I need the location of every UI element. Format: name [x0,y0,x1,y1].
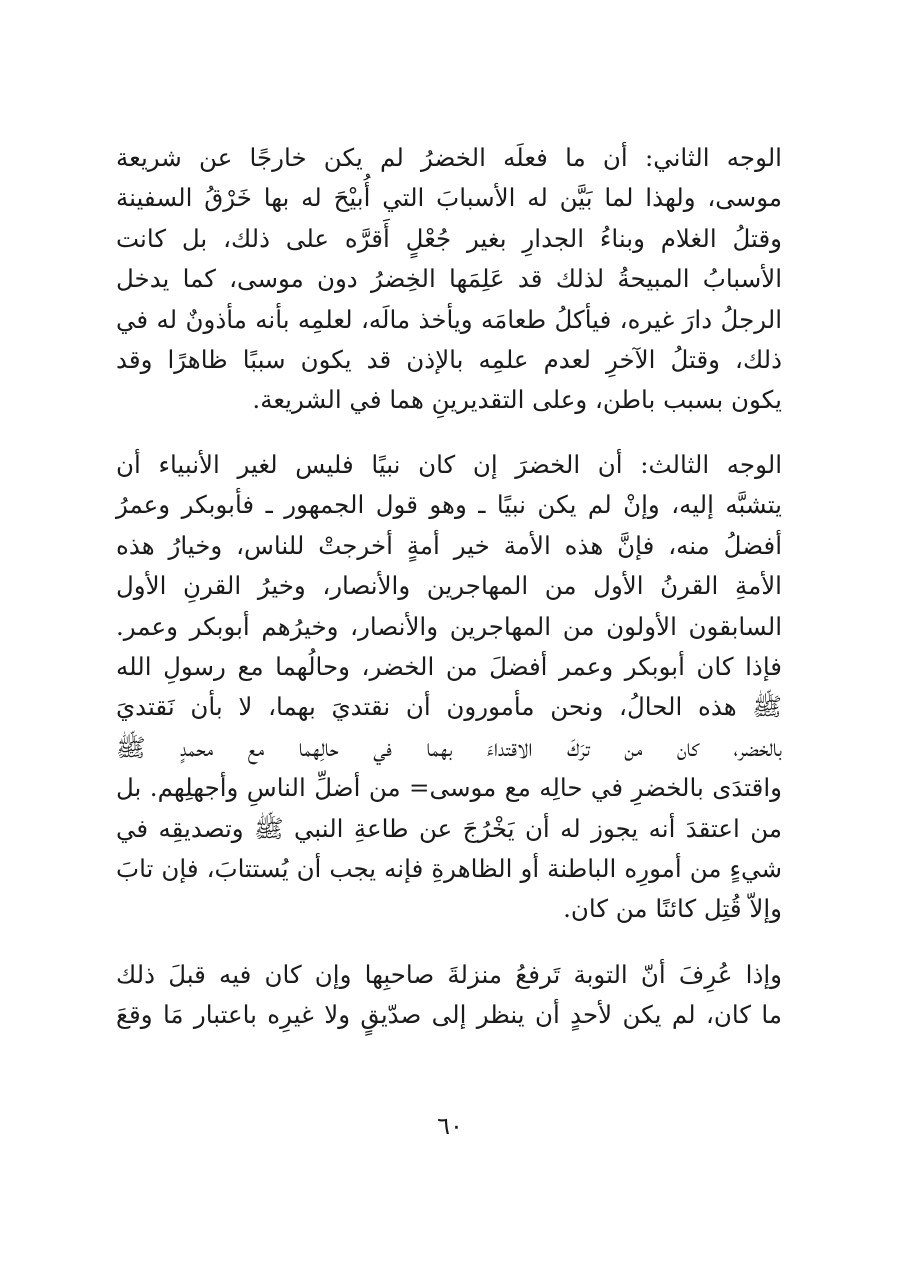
text-line: يكون بسبب باطن، وعلى التقديرينِ هما في الشريعة. [252,385,782,415]
page-number: ٦٠ [437,1112,463,1140]
text-line: الأمةِ القرنُ الأول من المهاجرين والأنصار، وخيرُ القرنِ الأول [116,571,782,601]
text-line: وإذا عُرِفَ أنّ التوبة تَرفعُ منزلةَ صاحبِها وإن كان فيه قبلَ ذلك [116,960,782,989]
text-line: الوجه الثالث: أن الخضرَ إن كان نبيًا فليس لغير الأنبياء أن [116,450,782,479]
paragraph-third-aspect [116,445,782,930]
text-line: وإلاّ قُتِل كائنًا من كان. [563,894,782,924]
paragraph-repentance [116,955,782,1036]
text-line: بالخضر، كان من ترَكَ الاقتداءَ بهما في حالِهما مع محمدٍ ﷺ [116,732,782,762]
text-line: ذلك، وقتلُ الآخرِ لعدم علمِه بالإذن قد يكون سببًا ظاهرًا وقد [116,344,782,374]
text-line: وقتلُ الغلام وبناءُ الجدارِ بغير جُعْلٍ أَقرَّه على ذلك، بل كانت [116,223,782,253]
text-line: واقتدَى بالخضرِ في حالِه مع موسى= من أضلِّ الناسِ وأجهلِهم. بل [116,773,782,803]
text-line: الأسبابُ المبيحةُ لذلك قد عَلِمَها الخِضرُ دون موسى، كما يدخل [116,264,782,294]
text-line: ﷺ هذه الحالُ، ونحن مأمورون أن نقتديَ بهما، لا بأن نَقتديَ [116,692,782,722]
text-line: الوجه الثاني: أن ما فعلَه الخضرُ لم يكن خارجًا عن شريعة [116,143,782,172]
text-line: شيءٍ من أمورِه الباطنة أو الظاهرةِ فإنه يجب أن يُستتابَ، فإن تابَ [116,853,782,883]
text-line: ما كان، لم يكن لأحدٍ أن ينظر إلى صدّيقٍ ولا غيرِه باعتبار مَا وقعَ [116,1000,782,1030]
text-line: موسى، ولهذا لما بَيَّن له الأسبابَ التي أُبيْحَ له بها خَرْقُ السفينة [116,183,782,213]
text-line: فإذا كان أبوبكر وعمر أفضلَ من الخضر، وحالُهما مع رسولِ الله [116,651,782,681]
paragraph-second-aspect [116,138,782,421]
text-line: أفضلُ منه، فإنَّ هذه الأمة خير أمةٍ أخرجتْ للناس، وخيارُ هذه [116,530,782,560]
text-line: الرجلُ دارَ غيره، فيأكلُ طعامَه ويأخذ مالَه، لعلمِه بأنه مأذونٌ له في [116,304,783,334]
text-line: من اعتقدَ أنه يجوز له أن يَخْرُجَ عن طاعةِ النبي ﷺ وتصديقِه في [116,813,782,843]
text-line: يتشبَّه إليه، وإنْ لم يكن نبيًا ـ وهو قول الجمهور ـ فأبوبكر وعمرُ [116,490,782,520]
text-line: السابقون الأولون من المهاجرين والأنصار، وخيرُهم أبوبكر وعمر. [116,611,782,641]
